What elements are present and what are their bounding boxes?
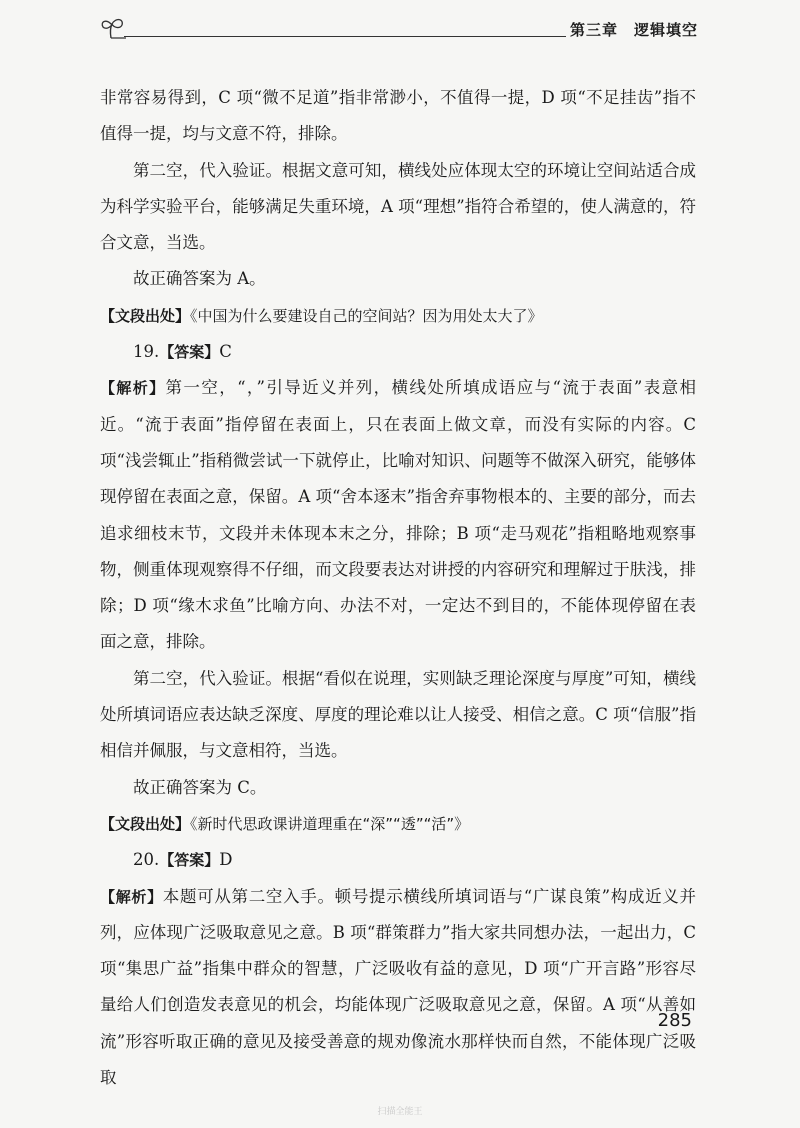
body-paragraph: 故正确答案为 C。 [133,777,267,797]
answer-line [100,334,696,370]
analysis-text: 本题可从第二空入手。顿号提示横线所填词语与“广谋良策”构成近义并列，应体现广泛吸取意见之意。B 项“群策群力”指大家共同想办法，一起出力，C 项“集思广益”指集中群众的智慧，广泛吸收有益的意见，D 项“广开言路”形容尽量给人们创造发表意见的机会，均能体现广泛吸取意见之意，保留。A 项“从善如流”形容听取正确的意见及接受善意的规劝像流水那样快而自然，不能体现广泛吸取 [100,886,696,1088]
scan-watermark: 扫描全能王 [377,1107,423,1117]
chapter-title: 逻辑填空 [633,21,698,39]
answer-tag: 【答案】 [159,343,220,362]
body-paragraph: 第二空，代入验证。根据“看似在说理，实则缺乏理论深度与厚度”可知，横线处所填词语应表达缺乏深度、厚度的理论难以让人接受、相信之意。C 项“信服”指相信并佩服，与文意相符，当选。 [100,668,696,761]
analysis-paragraph [100,370,696,660]
analysis-text: 第一空，“，”引导近义并列，横线处所填成语应与“流于表面”表意相近。“流于表面”指停留在表面上，只在表面上做文章，而没有实际的内容。C 项“浅尝辄止”指稍微尝试一下就停止，比喻对知识、问题等不做深入研究，能够体现停留在表面之意，保留。A 项“舍本逐末”指舍弃事物根本的、主要的部分，而去追求细枝末节，文段并未体现本末之分，排除；B 项“走马观花”指粗略地观察事物，侧重体现观察得不仔细，而文段要表达对讲授的内容研究和理解过于肤浅，排除；D 项“缘木求鱼”比喻方向、办法不对，一定达不到目的，不能体现停留在表面之意，排除。 [100,378,696,652]
running-header [98,14,698,44]
source-line [100,298,696,334]
answer-value: D [219,850,233,870]
source-line [100,806,696,842]
question-number: 20. [133,850,160,870]
analysis-tag: 【解析】 [100,887,163,906]
source-tag: 【文段出处】 [100,306,191,325]
source-title: 《中国为什么要建设自己的空间站？因为用处太大了》 [190,306,543,325]
analysis-tag: 【解析】 [100,379,166,398]
body-paragraph: 故正确答案为 A。 [133,269,266,289]
sprout-icon [98,16,126,40]
chapter-heading [570,19,698,40]
page-body [100,80,696,1096]
answer-value: C [219,342,232,362]
source-tag: 【文段出处】 [100,814,191,833]
analysis-paragraph [100,879,696,1097]
chapter-number: 第三章 [569,21,618,39]
body-paragraph: 非常容易得到，C 项“微不足道”指非常渺小，不值得一提，D 项“不足挂齿”指不值得一提，均与文意不符，排除。 [100,88,696,144]
answer-tag: 【答案】 [159,851,220,870]
header-rule [124,36,566,37]
source-title: 《新时代思政课讲道理重在“深”“透”“活”》 [190,814,470,833]
question-number: 19. [133,342,160,362]
page-number: 285 [657,1010,692,1031]
answer-line [100,842,696,878]
body-paragraph: 第二空，代入验证。根据文意可知，横线处应体现太空的环境让空间站适合成为科学实验平台，能够满足失重环境，A 项“理想”指符合希望的，使人满意的，符合文意，当选。 [100,160,696,253]
